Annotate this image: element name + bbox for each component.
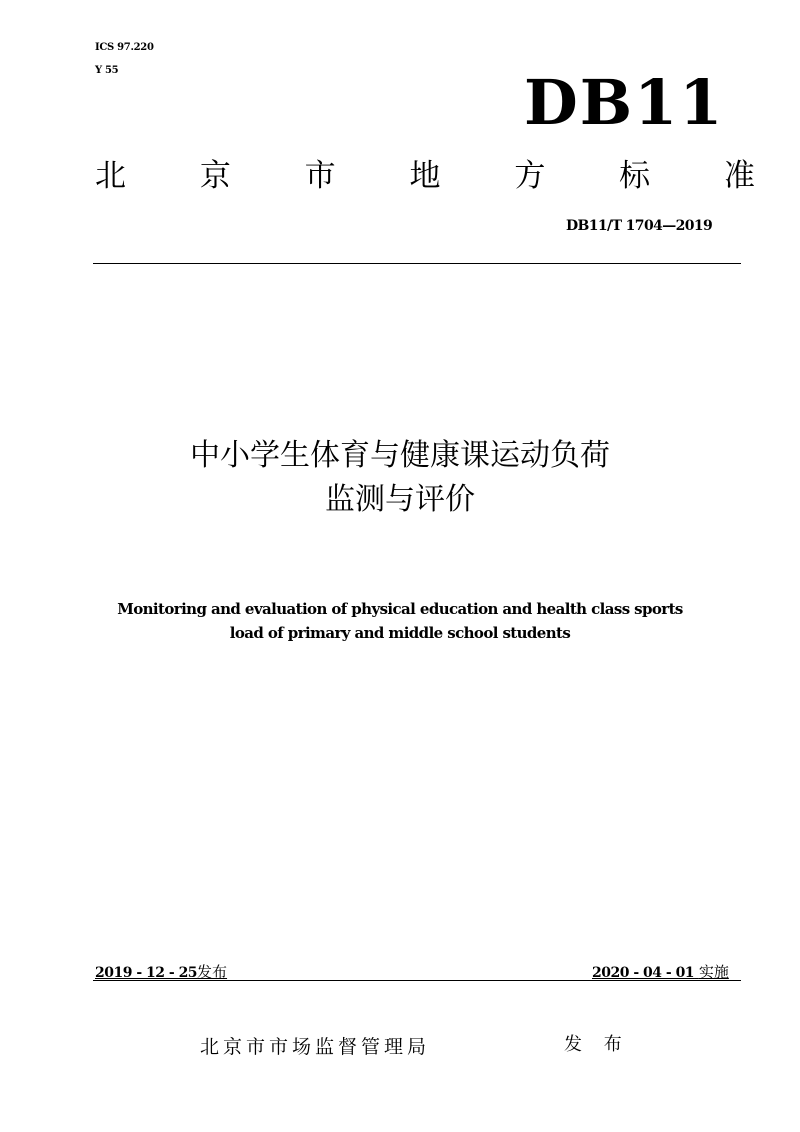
standard-type-char: 地 (409, 158, 441, 194)
chinese-title-line-2: 监测与评价 (325, 482, 475, 517)
ccs-code: Y 55 (95, 65, 119, 76)
standard-type-char: 北 (95, 158, 126, 194)
english-title-line-2: load of primary and middle school students (229, 624, 571, 642)
issuing-authority: 北京市市场监督管理局 (200, 1036, 431, 1058)
chinese-title-line-1: 中小学生体育与健康课运动负荷 (190, 438, 610, 473)
ics-code: ICS 97.220 (95, 42, 154, 53)
implement-label: 实施 (698, 963, 729, 981)
implement-date: 2020 - 04 - 01 (592, 965, 695, 981)
standard-type-heading (95, 156, 755, 196)
standard-number: DB11/T 1704—2019 (566, 218, 713, 234)
footer-divider (93, 980, 741, 981)
issue-label: 发布 (197, 963, 228, 981)
standard-code-logo: DB11 (524, 66, 725, 139)
issue-date: 2019 - 12 - 25 (95, 965, 198, 981)
header-divider (93, 263, 741, 264)
standard-type-char: 准 (723, 158, 755, 194)
standard-type-char: 标 (619, 158, 651, 194)
standard-type-char: 市 (304, 158, 336, 194)
implement-date-block (592, 961, 729, 982)
chinese-title (0, 434, 800, 522)
issue-date-block (95, 961, 227, 982)
issue-word: 发 布 (564, 1034, 630, 1055)
english-title (0, 597, 800, 645)
standard-type-char: 方 (514, 158, 546, 194)
standard-type-char: 京 (199, 158, 231, 194)
english-title-line-1: Monitoring and evaluation of physical education and health class sports (117, 600, 683, 618)
